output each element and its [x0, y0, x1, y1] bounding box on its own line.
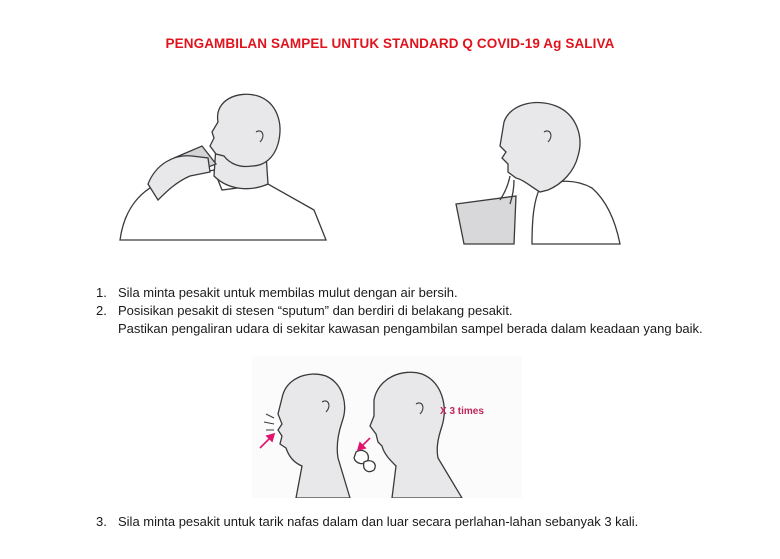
rinse-illustration [118, 92, 328, 242]
step-3 [96, 513, 638, 531]
step-1-number: 1. [96, 285, 107, 300]
step-2 [96, 302, 513, 320]
step-3-number: 3. [96, 514, 107, 529]
step-2-text: Posisikan pesakit di stesen “sputum” dan berdiri di belakang pesakit. [118, 303, 513, 318]
step-2-continuation: Pastikan pengaliran udara di sekitar kawasan pengambilan sampel berada dalam keadaan yang baik. [118, 321, 703, 336]
breath-illustration [252, 356, 522, 498]
step-3-text: Sila minta pesakit untuk tarik nafas dalam dan luar secara perlahan-lahan sebanyak 3 kali. [118, 514, 639, 529]
step-1 [96, 284, 458, 302]
step-1-text: Sila minta pesakit untuk membilas mulut dengan air bersih. [118, 285, 458, 300]
breath-count-label: X 3 times [440, 406, 484, 417]
spit-illustration [452, 100, 622, 245]
step-2-number: 2. [96, 303, 107, 318]
page-title: PENGAMBILAN SAMPEL UNTUK STANDARD Q COVID-19 Ag SALIVA [165, 36, 615, 51]
